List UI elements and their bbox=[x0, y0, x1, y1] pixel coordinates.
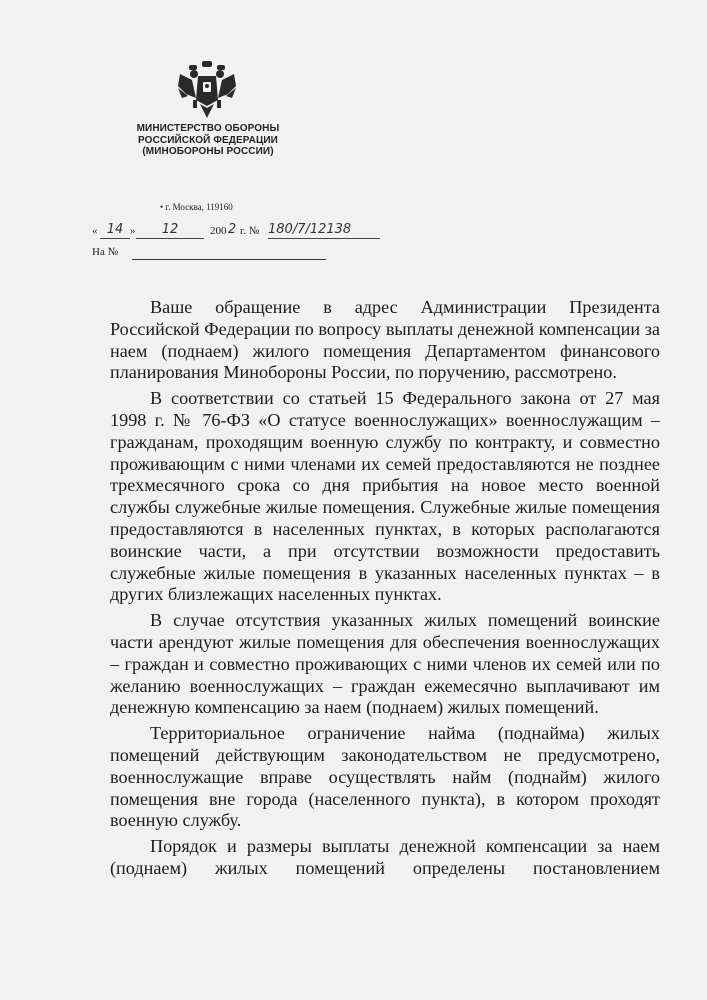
paragraph-4: Территориальное ограничение найма (поднайма) жилых помещений действующим законодательством не предусмотрено, военнослужащие вправе осуществлять найм (поднайм) жилого помещения вне города (населенного пункта), в котором проходят военную службу. bbox=[110, 723, 660, 831]
paragraph-5: Порядок и размеры выплаты денежной компенсации за наем (поднаем) жилых помещений определены постановлением bbox=[110, 836, 660, 878]
quote-mark: « bbox=[92, 225, 98, 237]
reference-label: На № bbox=[92, 246, 119, 258]
year-label: г. № bbox=[240, 225, 260, 237]
letter-body bbox=[110, 297, 660, 884]
outgoing-number-value: 180/7/12138 bbox=[268, 222, 352, 237]
bullet-mark: • bbox=[160, 202, 164, 212]
month-value: 12 bbox=[161, 222, 179, 237]
paragraph-3: В случае отсутствия указанных жилых помещений воинские части арендуют жилые помещения для обеспечения военнослужащих – граждан и совместно проживающих с ними членов их семей или по желанию военнослужащих – граждан ежемесячно выплачивают им денежную компенсацию за наем (поднаем) жилых помещений. bbox=[110, 610, 660, 718]
reference-line bbox=[132, 259, 326, 260]
date-number-row bbox=[92, 222, 382, 242]
double-headed-eagle-icon bbox=[176, 60, 238, 120]
org-line-3: (МИНОБОРОНЫ РОССИИ) bbox=[142, 146, 274, 157]
year-suffix: 2 bbox=[228, 222, 237, 237]
month-field bbox=[136, 222, 204, 239]
address-text: г. Москва, 119160 bbox=[165, 202, 233, 212]
organization-name bbox=[118, 123, 298, 158]
paragraph-2: В соответствии со статьей 15 Федерального закона от 27 мая 1998 г. № 76-ФЗ «О статусе военнослужащих» военнослужащим – гражданам, проходящим военную службу по контракту, и совместно проживающим с ними членами их семей предоставляются не позднее трехмесячного срока со дня прибытия на новое место военной службы служебные жилые помещения. Служебные жилые помещения предоставляются в населенных пунктах, в которых располагаются воинские части, а при отсутствии возможности предоставить служебные жилые помещения в указанных населенных пунктах – в других близлежащих населенных пунктах. bbox=[110, 388, 660, 605]
year-prefix: 200 bbox=[210, 225, 227, 237]
postal-address bbox=[160, 202, 233, 212]
outgoing-number-field bbox=[268, 222, 380, 239]
quote-mark-close: » bbox=[130, 225, 136, 237]
org-line-1: МИНИСТЕРСТВО ОБОРОНЫ bbox=[136, 123, 280, 134]
day-field bbox=[100, 222, 130, 239]
reference-row bbox=[92, 246, 332, 264]
org-line-2: РОССИЙСКОЙ ФЕДЕРАЦИИ bbox=[138, 134, 278, 146]
paragraph-1: Ваше обращение в адрес Администрации Президента Российской Федерации по вопросу выплаты денежной компенсации за наем (поднаем) жилого помещения Департаментом финансового планирования Минобороны России, по поручению, рассмотрено. bbox=[110, 297, 660, 383]
day-value: 14 bbox=[106, 222, 124, 237]
